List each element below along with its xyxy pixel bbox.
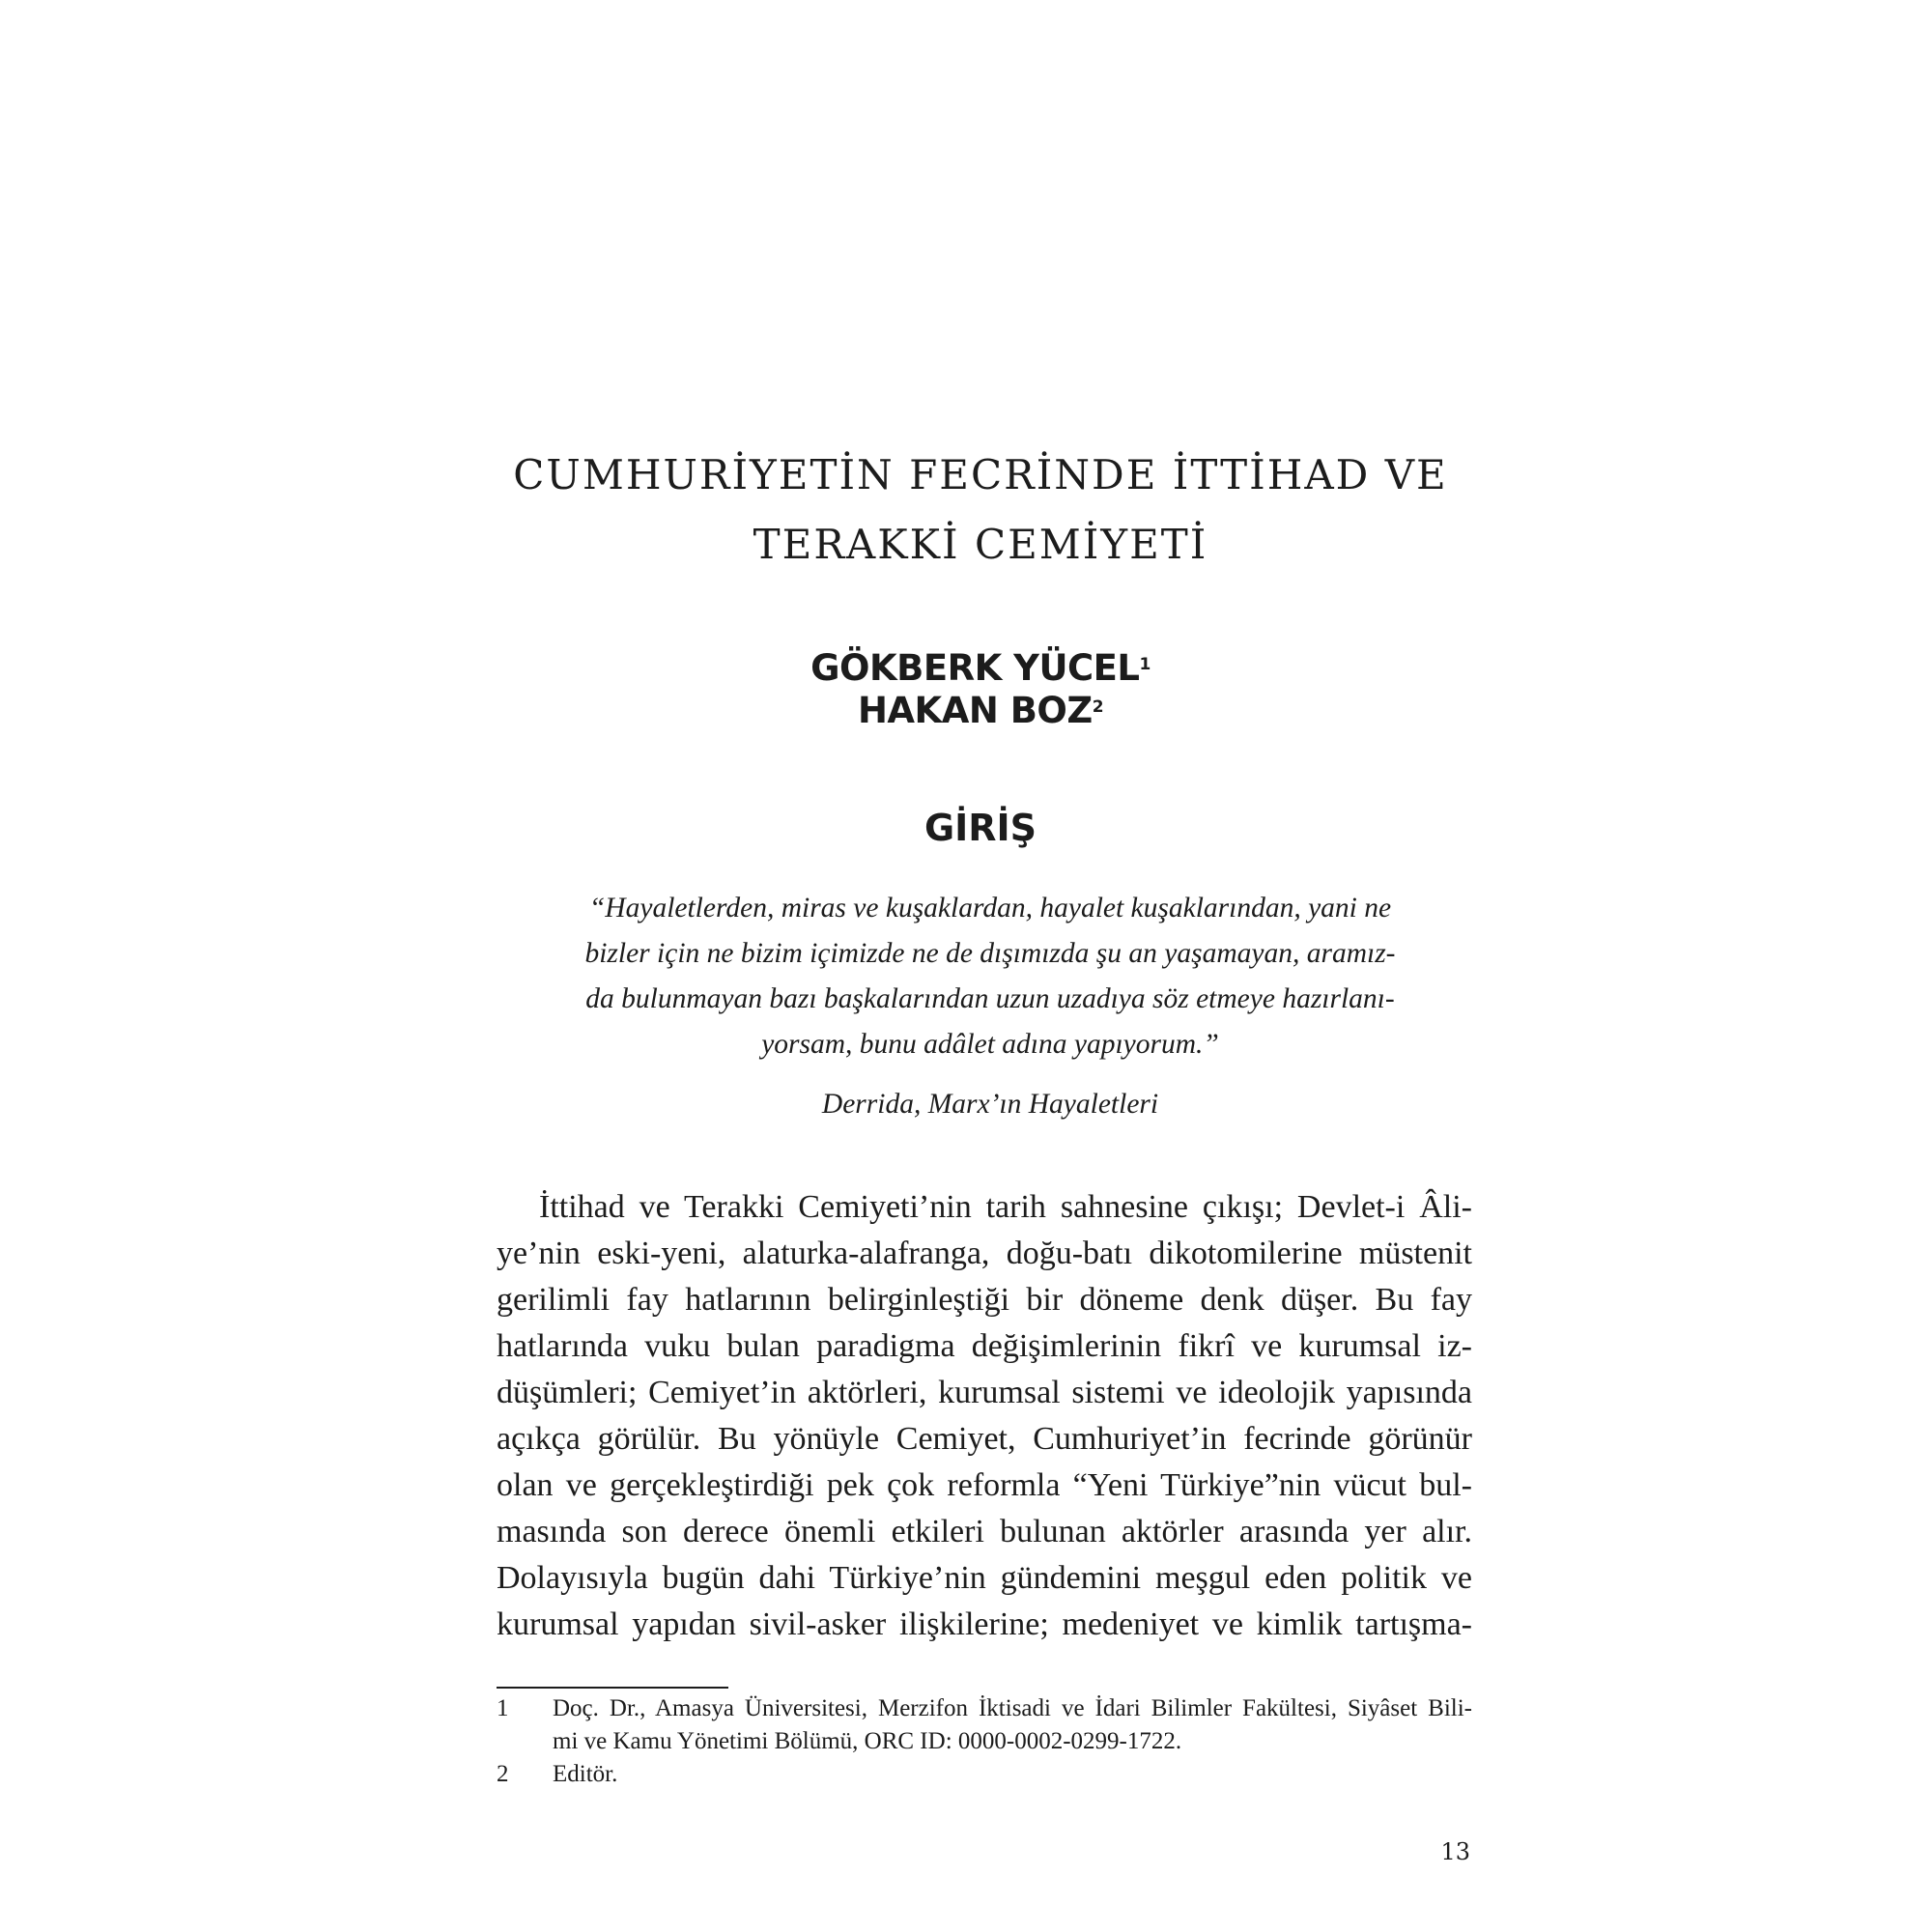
chapter-title-line: CUMHURİYETİN FECRİNDE İTTİHAD VE bbox=[513, 451, 1448, 498]
body-line: kurumsal yapıdan sivil-asker ilişkilerine; medeniyet ve kimlik tartışma- bbox=[497, 1606, 1472, 1642]
epigraph-source: Derrida, Marx’ın Hayaletleri bbox=[821, 1089, 1159, 1120]
footnote-divider bbox=[497, 1687, 728, 1689]
epigraph-line: yorsam, bunu adâlet adına yapıyorum.” bbox=[761, 1029, 1219, 1060]
epigraph-quote bbox=[541, 886, 1439, 1067]
footnote-number: 2 bbox=[497, 1761, 509, 1787]
footnote bbox=[497, 1758, 1472, 1791]
body-paragraph bbox=[497, 1184, 1472, 1648]
author-list bbox=[464, 647, 1497, 732]
body-line: İttihad ve Terakki Cemiyeti’nin tarih sahnesine çıkışı; Devlet-i Âli- bbox=[539, 1189, 1472, 1225]
section-heading: GİRİŞ bbox=[923, 807, 1037, 849]
author-name-text: HAKAN BOZ bbox=[857, 690, 1093, 731]
footnote-line: Doç. Dr., Amasya Üniversitesi, Merzifon İktisadi ve İdari Bilimler Fakültesi, Siyâset Bili- bbox=[553, 1695, 1472, 1721]
author-name-text: GÖKBERK YÜCEL bbox=[810, 647, 1140, 689]
chapter-title-line: TERAKKİ CEMİYETİ bbox=[753, 521, 1208, 568]
body-line: ye’nin eski-yeni, alaturka-alafranga, doğu-batı dikotomilerine müstenit bbox=[497, 1236, 1472, 1271]
epigraph-line: da bulunmayan bazı başkalarından uzun uzadıya söz etmeye hazırlanı- bbox=[585, 983, 1395, 1014]
footnote-number: 1 bbox=[497, 1695, 509, 1721]
body-line: gerilimli fay hatlarının belirginleştiği bir döneme denk düşer. Bu fay bbox=[497, 1282, 1472, 1318]
body-line: Dolayısıyla bugün dahi Türkiye’nin gündemini meşgul eden politik ve bbox=[497, 1560, 1472, 1596]
chapter-title bbox=[464, 440, 1497, 580]
body-line: hatlarında vuku bulan paradigma değişimlerinin fikrî ve kurumsal iz- bbox=[497, 1328, 1472, 1364]
author-footnote-marker: 2 bbox=[1092, 697, 1104, 717]
footnote bbox=[497, 1692, 1472, 1758]
body-line: düşümleri; Cemiyet’in aktörleri, kurumsal sistemi ve ideolojik yapısında bbox=[497, 1375, 1472, 1410]
author-name bbox=[464, 647, 1497, 690]
epigraph-line: bizler için ne bizim içimizde ne de dışımızda şu an yaşamayan, aramız- bbox=[584, 938, 1396, 969]
body-line: masında son derece önemli etkileri bulunan aktörler arasında yer alır. bbox=[497, 1514, 1472, 1549]
author-name bbox=[464, 690, 1497, 732]
author-footnote-marker: 1 bbox=[1139, 655, 1151, 674]
epigraph-line: “Hayaletlerden, miras ve kuşaklardan, hayalet kuşaklarından, yani ne bbox=[588, 893, 1392, 923]
footnote-line: Editör. bbox=[553, 1761, 618, 1787]
body-line: açıkça görülür. Bu yönüyle Cemiyet, Cumhuriyet’in fecrinde görünür bbox=[497, 1421, 1472, 1457]
page-number: 13 bbox=[1440, 1838, 1470, 1865]
footnote-line: mi ve Kamu Yönetimi Bölümü, ORC ID: 0000-0002-0299-1722. bbox=[553, 1728, 1182, 1754]
body-line: olan ve gerçekleştirdiği pek çok reformla “Yeni Türkiye”nin vücut bul- bbox=[497, 1467, 1472, 1503]
footnotes bbox=[497, 1692, 1472, 1791]
